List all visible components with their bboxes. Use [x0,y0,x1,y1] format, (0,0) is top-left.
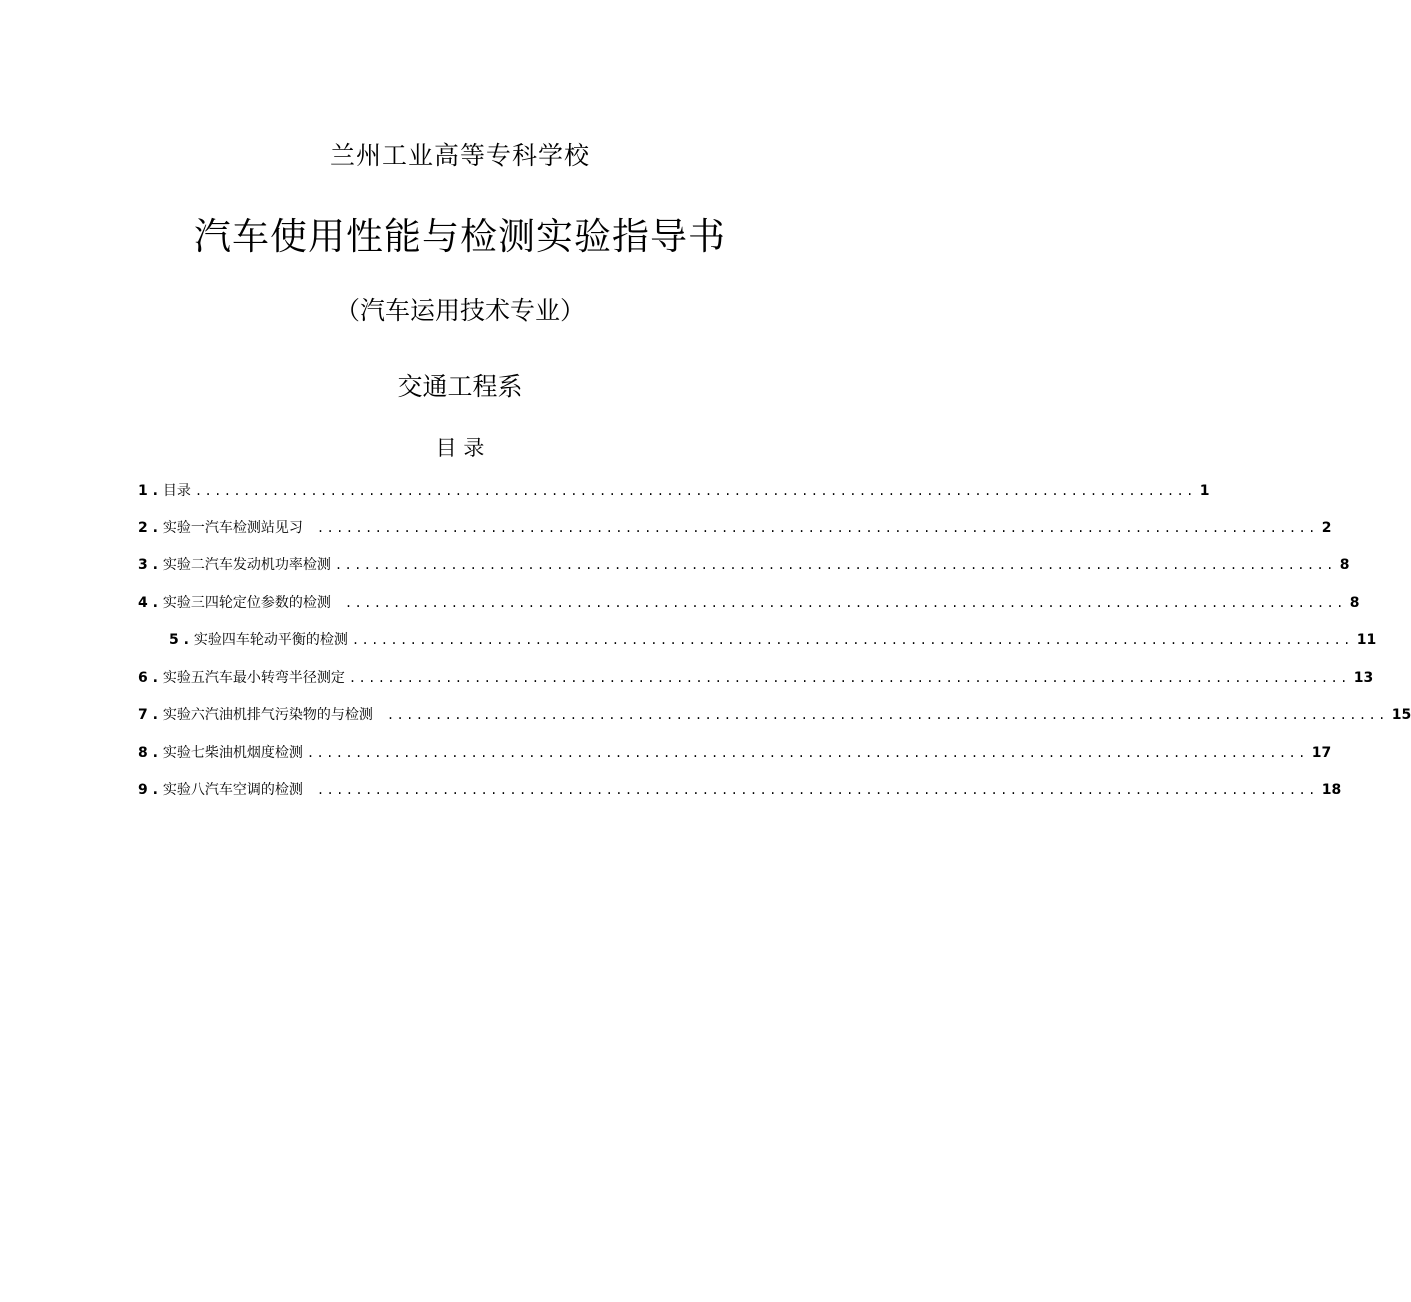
department-name: 交通工程系 [397,372,523,401]
toc-item: 8 . 实验七柴油机烟度检测 ........................................................................................................ 17 [138,742,729,764]
toc-item-page: 2 [1321,520,1332,536]
toc-leader-dots: ........................................................................................................ [344,596,1346,610]
toc-leader-dots: ........................................................................................................ [386,708,1388,722]
toc-item-label: 实验二汽车发动机功率检测 [162,557,331,573]
toc-item-number: 2 [138,520,148,536]
toc-item-label: 实验六 [162,707,205,723]
toc-item-page: 8 [1349,595,1360,611]
toc-item-title: 汽车空调的检测 [204,782,303,798]
toc-item-number: 8 [138,745,148,761]
toc-item-label: 目录 [162,483,191,499]
toc-leader-dots: ........................................................................................................ [316,783,1318,797]
toc-item: 5 . 实验四车轮动平衡的检测 ........................................................................................................ 11 [169,629,760,651]
toc-item: 4 . 实验三 四轮定位参数的检测 ........................................................................................................ 8 [138,592,729,614]
toc-leader-dots: ........................................................................................................ [306,746,1308,760]
toc-item-page: 15 [1391,707,1411,723]
toc-item-page: 18 [1321,782,1342,798]
toc-item-label: 实验三 [162,595,205,611]
toc-item-number: 9 [138,782,148,798]
toc-leader-dots: ........................................................................................................ [334,558,1336,572]
document-subtitle: （汽车运用技术专业） [334,296,585,325]
toc-item-number: 4 [138,595,148,611]
toc-item-number: 7 [138,707,148,723]
toc-item-page: 8 [1339,557,1350,573]
toc-item-number: 6 [138,670,148,686]
toc-item: 9 . 实验八 汽车空调的检测 ........................................................................................................ 18 [138,779,738,801]
toc-heading: 目 录 [435,436,485,460]
toc-leader-dots: ........................................................................................................ [194,484,1196,498]
toc-item-page: 17 [1311,745,1332,761]
toc-item: 2 . 实验一 汽车检测站见习 ........................................................................................................ 2 [138,517,729,539]
toc-item-page: 11 [1356,632,1377,648]
toc-item: 3 . 实验二汽车发动机功率检测 ........................................................................................................ 8 [138,554,720,576]
school-name: 兰州工业高等专科学校 [329,141,590,170]
toc-item-label: 实验五汽车最小转弯半径测定 [162,670,345,686]
toc-leader-dots: ........................................................................................................ [316,521,1318,535]
toc-item-number: 3 [138,557,148,573]
document-title: 汽车使用性能与检测实验指导书 [194,215,726,258]
toc-item-label: 实验一 [162,520,205,536]
toc-leader-dots: ........................................................................................................ [348,671,1350,685]
toc-item-title: 四轮定位参数的检测 [204,595,331,611]
toc-item: 6 . 实验五汽车最小转弯半径测定 ........................................................................................................ 13 [138,667,730,689]
toc-item: 1 . 目录 ........................................................................................................ 1 [138,480,715,502]
toc-leader-dots: ........................................................................................................ [351,633,1353,647]
toc-item-label: 实验八 [162,782,205,798]
toc-item-label: 实验四车轮动平衡的检测 [193,632,348,648]
toc-item-page: 1 [1199,483,1210,499]
toc-item: 7 . 实验六 汽油机排气污染物的与检测 ........................................................................................................ 15 [138,704,738,726]
toc-item-label: 实验七柴油机烟度检测 [162,745,303,761]
toc-item-title: 汽油机排气污染物的与检测 [204,707,373,723]
toc-item-page: 13 [1353,670,1374,686]
toc-item-title: 汽车检测站见习 [204,520,303,536]
toc-item-number: 1 [138,483,148,499]
toc-item-number: 5 [169,632,179,648]
